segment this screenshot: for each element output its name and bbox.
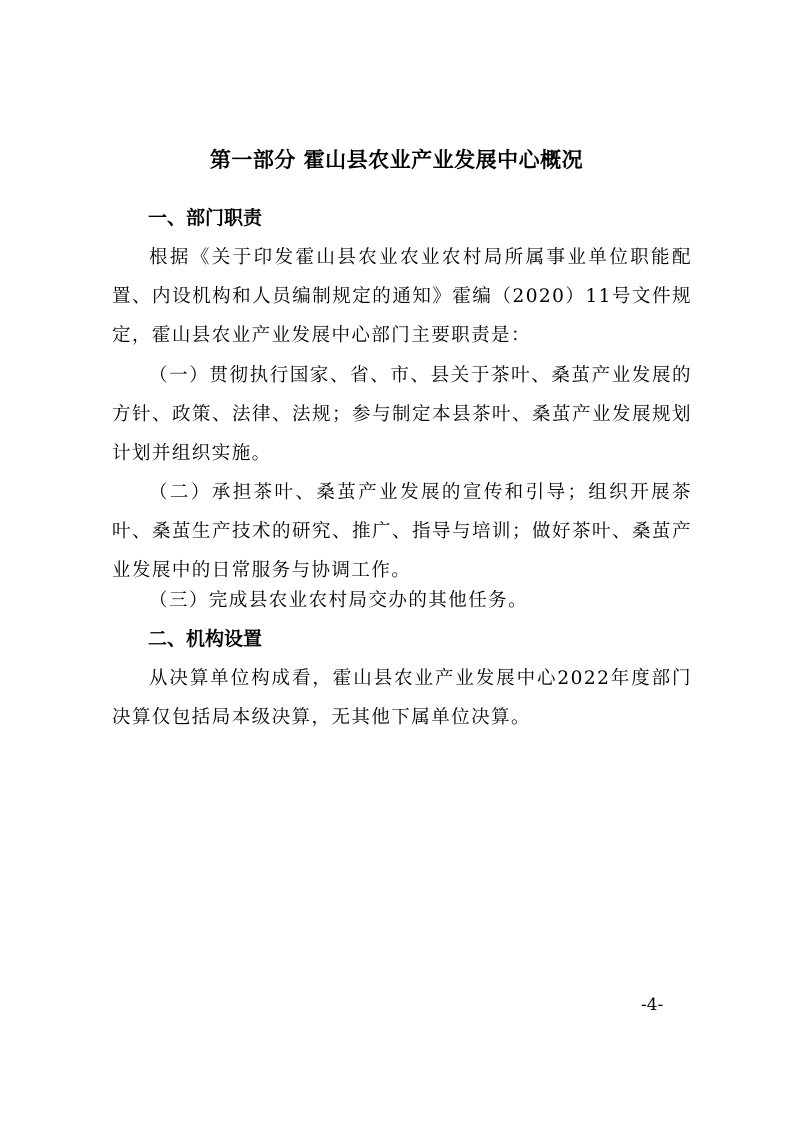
section-heading-responsibilities: 一、部门职责 xyxy=(148,207,263,229)
page-number: -4- xyxy=(641,995,664,1015)
paragraph-duty-2: （二）承担茶叶、桑茧产业发展的宣传和引导；组织开展茶叶、桑茧生产技术的研究、推广、指导与培训；做好茶叶、桑茧产业发展中的日常服务与协调工作。 xyxy=(112,482,692,582)
paragraph-organization: 从决算单位构成看，霍山县农业产业发展中心2022年度部门决算仅包括局本级决算，无其他下属单位决算。 xyxy=(112,668,692,729)
section-heading-organization: 二、机构设置 xyxy=(148,628,263,650)
paragraph-duty-3: （三）完成县农业农村局交办的其他任务。 xyxy=(149,590,529,611)
paragraph-duty-1: （一）贯彻执行国家、省、市、县关于茶叶、桑茧产业发展的方针、政策、法律、法规；参与制定本县茶叶、桑茧产业发展规划计划并组织实施。 xyxy=(112,365,692,465)
paragraph-basis: 根据《关于印发霍山县农业农业农村局所属事业单位职能配置、内设机构和人员编制规定的通知》霍编（2020）11号文件规定，霍山县农业产业发展中心部门主要职责是： xyxy=(112,247,692,347)
page-title: 第一部分 霍山县农业产业发展中心概况 xyxy=(209,148,584,172)
